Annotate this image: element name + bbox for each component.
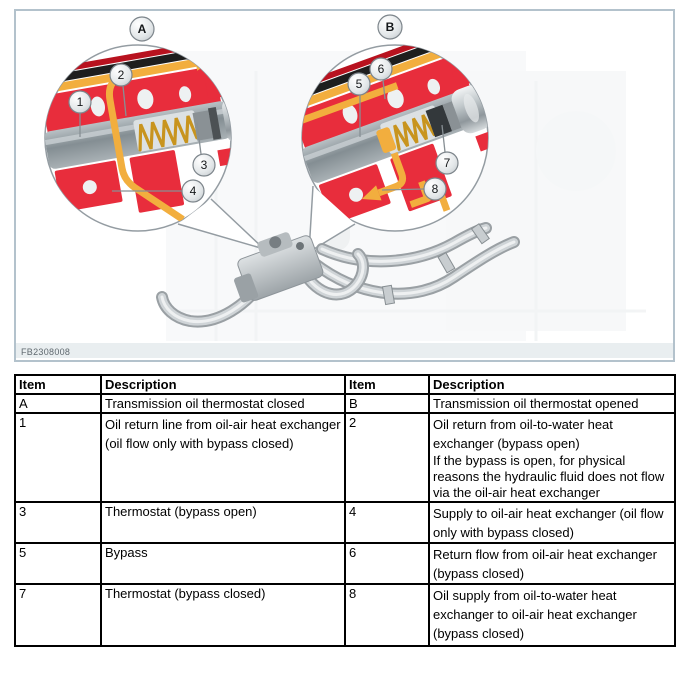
col-header-item: Item xyxy=(15,375,101,394)
col-header-description: Description xyxy=(101,375,345,394)
svg-text:8: 8 xyxy=(431,182,439,196)
desc-cell: Transmission oil thermostat opened xyxy=(429,394,675,413)
balloon-b xyxy=(378,15,402,39)
item-cell: 3 xyxy=(15,502,101,543)
svg-text:7: 7 xyxy=(443,156,451,170)
item-cell: 8 xyxy=(345,584,429,646)
svg-text:5: 5 xyxy=(355,77,363,91)
desc-cell: Oil return from oil-to-water heat exchanger (bypass open) If the bypass is open, for physical reasons the hydraulic fluid does not flow via the oil-air heat exchanger xyxy=(429,413,675,502)
thermostat-diagram xyxy=(16,11,673,360)
legend-table xyxy=(14,374,676,647)
desc-cell: Transmission oil thermostat closed xyxy=(101,394,345,413)
balloon-5 xyxy=(348,73,370,95)
svg-text:2: 2 xyxy=(117,68,125,82)
item-cell: 6 xyxy=(345,543,429,584)
item-cell: 5 xyxy=(15,543,101,584)
balloon-6 xyxy=(370,58,392,80)
table-row xyxy=(15,543,675,584)
balloon-3 xyxy=(193,154,215,176)
col-header-item: Item xyxy=(345,375,429,394)
svg-text:1: 1 xyxy=(76,95,84,109)
svg-text:6: 6 xyxy=(377,62,385,76)
figure-panel xyxy=(14,9,675,362)
svg-text:3: 3 xyxy=(200,158,208,172)
table-row xyxy=(15,502,675,543)
table-row xyxy=(15,413,675,502)
svg-text:B: B xyxy=(385,20,395,34)
desc-cell: Supply to oil-air heat exchanger (oil flow only with bypass closed) xyxy=(429,502,675,543)
svg-text:A: A xyxy=(137,22,147,36)
desc-cell: Thermostat (bypass closed) xyxy=(101,584,345,646)
svg-text:4: 4 xyxy=(189,184,197,198)
item-cell: 1 xyxy=(15,413,101,502)
item-cell: B xyxy=(345,394,429,413)
figure-id-label: FB2308008 xyxy=(21,347,71,357)
item-cell: A xyxy=(15,394,101,413)
item-cell: 2 xyxy=(345,413,429,502)
item-cell: 4 xyxy=(345,502,429,543)
table-row xyxy=(15,394,675,413)
desc-cell: Oil return line from oil-air heat exchanger (oil flow only with bypass closed) xyxy=(101,413,345,502)
item-cell: 7 xyxy=(15,584,101,646)
balloon-1 xyxy=(69,91,91,113)
desc-cell: Oil supply from oil-to-water heat exchanger to oil-air heat exchanger (bypass closed) xyxy=(429,584,675,646)
desc-cell: Return flow from oil-air heat exchanger (bypass closed) xyxy=(429,543,675,584)
table-row xyxy=(15,584,675,646)
balloon-2 xyxy=(110,64,132,86)
background-strip xyxy=(16,343,673,358)
balloon-4 xyxy=(182,180,204,202)
desc-cell: Thermostat (bypass open) xyxy=(101,502,345,543)
table-header-row xyxy=(15,375,675,394)
col-header-description: Description xyxy=(429,375,675,394)
balloon-8 xyxy=(424,178,446,200)
balloon-a xyxy=(130,17,154,41)
balloon-7 xyxy=(436,152,458,174)
desc-cell: Bypass xyxy=(101,543,345,584)
